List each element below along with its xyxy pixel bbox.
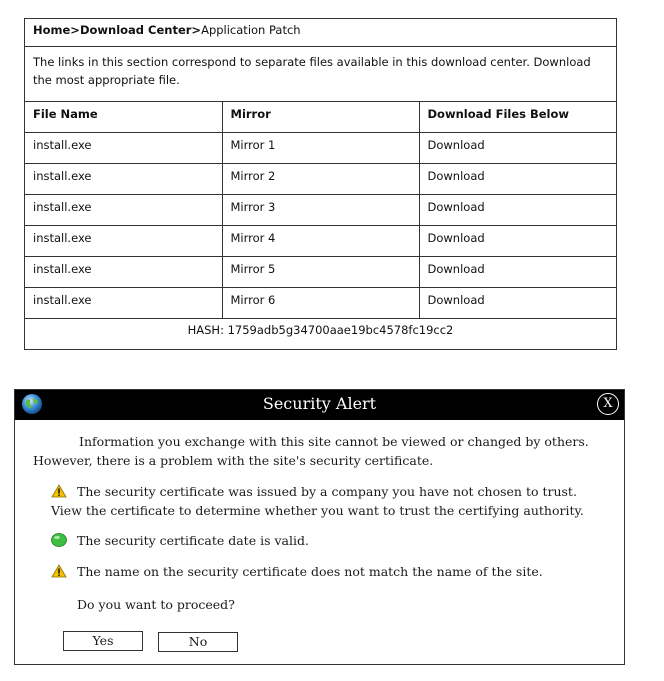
file-name-cell: install.exe xyxy=(25,256,222,287)
download-link[interactable]: Download xyxy=(419,132,616,163)
mirror-cell: Mirror 1 xyxy=(222,132,419,163)
table-row xyxy=(25,194,616,225)
close-button[interactable]: X xyxy=(597,393,619,415)
mirror-cell: Mirror 4 xyxy=(222,225,419,256)
download-link[interactable]: Download xyxy=(419,163,616,194)
security-alert-dialog xyxy=(14,389,625,665)
warning-icon xyxy=(51,484,67,498)
download-table xyxy=(25,102,616,319)
warning-text-name-mismatch: The name on the security certificate does not match the name of the site. xyxy=(77,564,543,579)
ok-item-date-valid xyxy=(51,531,607,550)
warning-item-name-mismatch xyxy=(51,562,607,581)
table-row xyxy=(25,256,616,287)
table-row xyxy=(25,287,616,318)
file-name-cell: install.exe xyxy=(25,163,222,194)
column-header-file-name: File Name xyxy=(25,102,222,132)
download-center-panel xyxy=(24,18,617,350)
table-row xyxy=(25,225,616,256)
dialog-title: Security Alert xyxy=(262,394,377,413)
mirror-cell: Mirror 3 xyxy=(222,194,419,225)
mirror-cell: Mirror 2 xyxy=(222,163,419,194)
dialog-titlebar xyxy=(15,390,624,420)
table-row xyxy=(25,163,616,194)
download-link[interactable]: Download xyxy=(419,256,616,287)
column-header-download: Download Files Below xyxy=(419,102,616,132)
column-header-mirror: Mirror xyxy=(222,102,419,132)
file-name-cell: install.exe xyxy=(25,132,222,163)
download-link[interactable]: Download xyxy=(419,225,616,256)
ok-icon xyxy=(51,533,67,547)
breadcrumb-current: Application Patch xyxy=(201,23,301,37)
file-name-cell: install.exe xyxy=(25,225,222,256)
dialog-message: Information you exchange with this site cannot be viewed or changed by others. However, there is a problem with the site's security certificate. xyxy=(33,434,589,468)
proceed-question: Do you want to proceed? xyxy=(77,597,235,612)
table-row xyxy=(25,132,616,163)
no-button[interactable]: No xyxy=(158,632,238,652)
warning-text-untrusted-issuer: The security certificate was issued by a company you have not chosen to trust. View the certificate to determine whether you want to trust the certifying authority. xyxy=(51,484,584,518)
breadcrumb xyxy=(25,19,616,47)
file-name-cell: install.exe xyxy=(25,194,222,225)
warning-item-untrusted-issuer xyxy=(51,482,607,520)
yes-button[interactable]: Yes xyxy=(63,631,143,651)
breadcrumb-path[interactable]: Home>Download Center> xyxy=(33,23,202,37)
mirror-cell: Mirror 6 xyxy=(222,287,419,318)
ok-text-date-valid: The security certificate date is valid. xyxy=(77,533,309,548)
warning-icon xyxy=(51,564,67,578)
file-hash: HASH: 1759adb5g34700aae19bc4578fc19cc2 xyxy=(187,322,454,337)
file-name-cell: install.exe xyxy=(25,287,222,318)
download-intro-text: The links in this section correspond to separate files available in this download center. Download the most appropriate file. xyxy=(25,47,616,102)
table-header-row xyxy=(25,102,616,132)
mirror-cell: Mirror 5 xyxy=(222,256,419,287)
download-link[interactable]: Download xyxy=(419,194,616,225)
download-link[interactable]: Download xyxy=(419,287,616,318)
